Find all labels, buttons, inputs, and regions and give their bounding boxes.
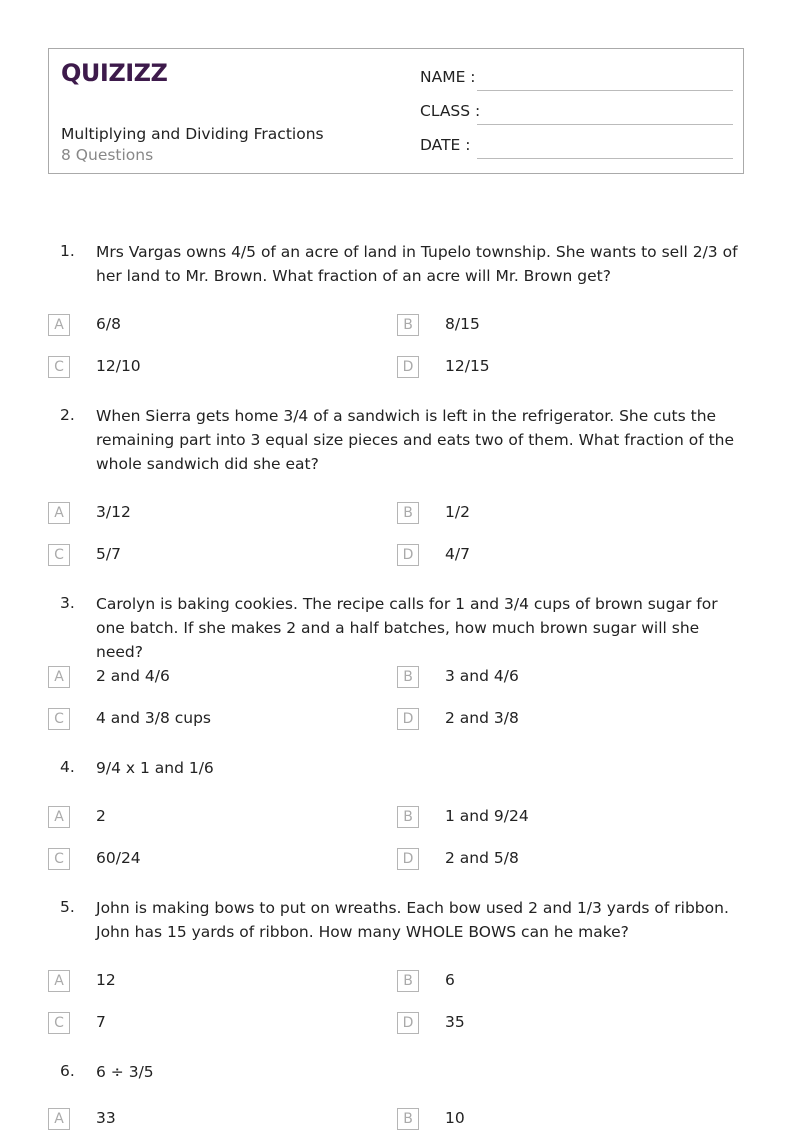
option-letter-c[interactable]: C bbox=[48, 1012, 70, 1034]
question-number: 5. bbox=[60, 898, 75, 916]
option-letter-c[interactable]: C bbox=[48, 356, 70, 378]
question-text: Carolyn is baking cookies. The recipe calls for 1 and 3/4 cups of brown sugar for one batch. If she makes 2 and a half batches, how much brown sugar will she need? bbox=[96, 595, 718, 661]
question-count: 8 Questions bbox=[61, 146, 154, 164]
question-text: 9/4 x 1 and 1/6 bbox=[96, 759, 214, 777]
option-text-b[interactable]: 3 and 4/6 bbox=[445, 667, 519, 685]
option-text-b[interactable]: 8/15 bbox=[445, 315, 480, 333]
option-text-d[interactable]: 2 and 5/8 bbox=[445, 849, 519, 867]
option-text-d[interactable]: 12/15 bbox=[445, 357, 490, 375]
option-letter-b[interactable]: B bbox=[397, 314, 419, 336]
option-letter-b[interactable]: B bbox=[397, 1108, 419, 1130]
option-text-d[interactable]: 4/7 bbox=[445, 545, 470, 563]
option-letter-a[interactable]: A bbox=[48, 502, 70, 524]
option-letter-a[interactable]: A bbox=[48, 806, 70, 828]
option-text-b[interactable]: 1 and 9/24 bbox=[445, 807, 529, 825]
option-text-c[interactable]: 12/10 bbox=[96, 357, 141, 375]
option-text-c[interactable]: 60/24 bbox=[96, 849, 141, 867]
worksheet-header bbox=[48, 48, 744, 174]
name-label: NAME : bbox=[420, 68, 476, 86]
option-text-b[interactable]: 10 bbox=[445, 1109, 465, 1127]
question-number: 1. bbox=[60, 242, 75, 260]
option-letter-c[interactable]: C bbox=[48, 708, 70, 730]
name-line bbox=[477, 90, 733, 91]
option-letter-c[interactable]: C bbox=[48, 544, 70, 566]
option-letter-c[interactable]: C bbox=[48, 848, 70, 870]
option-letter-d[interactable]: D bbox=[397, 544, 419, 566]
option-letter-b[interactable]: B bbox=[397, 970, 419, 992]
option-text-a[interactable]: 12 bbox=[96, 971, 116, 989]
date-line bbox=[477, 158, 733, 159]
option-text-b[interactable]: 1/2 bbox=[445, 503, 470, 521]
option-text-a[interactable]: 3/12 bbox=[96, 503, 131, 521]
option-letter-d[interactable]: D bbox=[397, 356, 419, 378]
option-text-d[interactable]: 2 and 3/8 bbox=[445, 709, 519, 727]
question-number: 4. bbox=[60, 758, 75, 776]
option-text-c[interactable]: 7 bbox=[96, 1013, 106, 1031]
quizizz-logo: QUIZIZZ bbox=[61, 59, 168, 87]
worksheet-title: Multiplying and Dividing Fractions bbox=[61, 125, 324, 143]
option-letter-b[interactable]: B bbox=[397, 502, 419, 524]
question-number: 6. bbox=[60, 1062, 75, 1080]
date-label: DATE : bbox=[420, 136, 471, 154]
option-text-a[interactable]: 2 and 4/6 bbox=[96, 667, 170, 685]
option-text-a[interactable]: 2 bbox=[96, 807, 106, 825]
question-text: When Sierra gets home 3/4 of a sandwich is left in the refrigerator. She cuts the remaining part into 3 equal size pieces and eats two of them. What fraction of the whole sandwich did she eat? bbox=[96, 407, 735, 473]
option-letter-a[interactable]: A bbox=[48, 666, 70, 688]
class-label: CLASS : bbox=[420, 102, 481, 120]
option-letter-d[interactable]: D bbox=[397, 1012, 419, 1034]
option-letter-a[interactable]: A bbox=[48, 314, 70, 336]
class-line bbox=[477, 124, 733, 125]
question-text: 6 ÷ 3/5 bbox=[96, 1063, 154, 1081]
option-text-a[interactable]: 33 bbox=[96, 1109, 116, 1127]
question-text: Mrs Vargas owns 4/5 of an acre of land in Tupelo township. She wants to sell 2/3 of her land to Mr. Brown. What fraction of an acre will Mr. Brown get? bbox=[96, 243, 738, 285]
option-text-d[interactable]: 35 bbox=[445, 1013, 465, 1031]
option-letter-b[interactable]: B bbox=[397, 806, 419, 828]
question-number: 3. bbox=[60, 594, 75, 612]
option-letter-a[interactable]: A bbox=[48, 1108, 70, 1130]
option-letter-a[interactable]: A bbox=[48, 970, 70, 992]
option-text-a[interactable]: 6/8 bbox=[96, 315, 121, 333]
option-text-b[interactable]: 6 bbox=[445, 971, 455, 989]
question-text: John is making bows to put on wreaths. Each bow used 2 and 1/3 yards of ribbon. John has 15 yards of ribbon. How many WHOLE BOWS can he make? bbox=[96, 899, 729, 941]
option-letter-d[interactable]: D bbox=[397, 708, 419, 730]
option-letter-d[interactable]: D bbox=[397, 848, 419, 870]
option-letter-b[interactable]: B bbox=[397, 666, 419, 688]
question-number: 2. bbox=[60, 406, 75, 424]
option-text-c[interactable]: 5/7 bbox=[96, 545, 121, 563]
option-text-c[interactable]: 4 and 3/8 cups bbox=[96, 709, 212, 727]
